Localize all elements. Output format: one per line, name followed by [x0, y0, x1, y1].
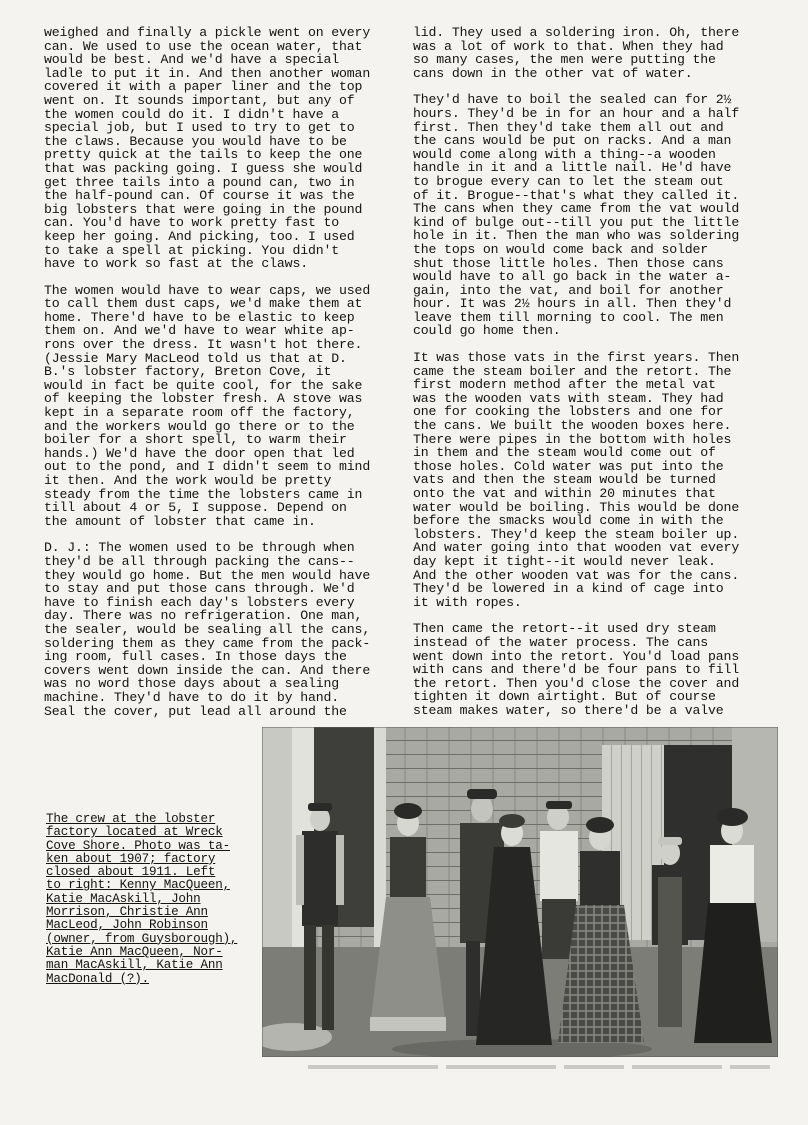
- bleed-through-text: [300, 1062, 770, 1075]
- paragraph: The women would have to wear caps, we used to call them dust caps, we'd make them at home. There'd have to be elastic to keep them on. And we'd have to wear white ap- rons over the dress. It wasn't hot there. (Jessie Mary MacLeod told us that at D. B.'s lobster factory, Breton Cove, it would in fact be quite cool, for the sake of keeping the lobster fresh. A stove was kept in a separate room off the factory, and the workers would go there or to the boiler for a short spell, to warm their hands.) We'd have the door open that led out to the pond, and I didn't seem to mind it then. And the work would be pretty steady from the time the lobsters came in till about 4 or 5, I suppose. Depend on the amount of lobster that came in.: [44, 282, 371, 529]
- paragraph: It was those vats in the first years. Then came the steam boiler and the retort. The first modern method after the metal vat was the wooden vats with steam. They had one for cooking the lobsters and one for the cans. We built the wooden boxes here. There were pipes in the bottom with holes in them and the steam would come out of those holes. Cold water was put into the vats and then the steam would be turned onto the vat and within 20 minutes that water would be boiling. This would be done before the smacks would come in with the lobsters. They'd keep the steam boiler up. And water going into that wooden vat every day kept it tight--it would never leak. And the other wooden vat was for the cans. They'd be lowered in a kind of cage into it with ropes.: [413, 350, 740, 610]
- right-text-column: [413, 26, 773, 731]
- paragraph: weighed and finally a pickle went on every can. We used to use the ocean water, that would be best. And we'd have a special ladle to put it in. And then another woman covered it with a paper liner and the top went on. It sounds important, but any of the women could do it. I didn't have a special job, but I used to try to get to the claws. Because you would have to be pretty quick at the tails to keep the one that was packing going. I guess she would get three tails into a pound can, two in the half-pound can. Of course it was the big lobsters that were going in the pound can. You'd have to work pretty fast to keep her going. And picking, too. I used to take a spell at picking. You didn't have to work so fast at the claws.: [44, 25, 371, 272]
- paragraph: D. J.: The women used to be through when they'd be all through packing the cans-- they would go home. But the men would have to stay and put those cans through. We'd have to finish each day's lobsters every day. There was no refrigeration. One man, the sealer, would be sealing all the cans, soldering them as they came from the pack- ing room, full cases. In those days the covers went down inside the can. And there was no word those days about a sealing machine. They'd have to do it by hand. Seal the cover, put lead all around the: [44, 540, 371, 719]
- group-photo: [262, 727, 778, 1057]
- left-text-column: [44, 26, 398, 731]
- paragraph: They'd have to boil the sealed can for 2½ hours. They'd be in for an hour and a half first. Then they'd take them all out and the cans would be put on racks. And a man would come along with a thing--a wooden handle in it and a little nail. He'd have to brogue every can to let the steam out of it. Brogue--that's what they called it. The cans when they came from the vat would kind of bulge out--till you put the little hole in it. Then the man who was soldering the tops on would come back and solder shut those little holes. Then those cans would have to all go back in the water a- gain, into the vat, and boil for another hour. It was 2½ hours in all. Then they'd leave them till morning to cool. The men could go home then.: [413, 92, 740, 339]
- photo-caption: The crew at the lobster factory located at Wreck Cove Shore. Photo was ta- ken about 1907; factory closed about 1911. Left to right: Kenny MacQueen, Katie MacAskill, John Morrison, Christie Ann MacLeod, John Robinson (owner, from Guysborough), Katie Ann MacQueen, Nor- man MacAskill, Katie Ann MacDonald (?).: [46, 812, 238, 986]
- paragraph: Then came the retort--it used dry steam instead of the water process. The cans went down into the retort. You'd load pans with cans and there'd be four pans to fill the retort. Then you'd close the cover and tighten it down airtight. But of course steam makes water, so there'd be a valve: [413, 621, 740, 718]
- paragraph: lid. They used a soldering iron. Oh, there was a lot of work to that. When they had so many cases, the men were putting the cans down in the other vat of water.: [413, 25, 740, 81]
